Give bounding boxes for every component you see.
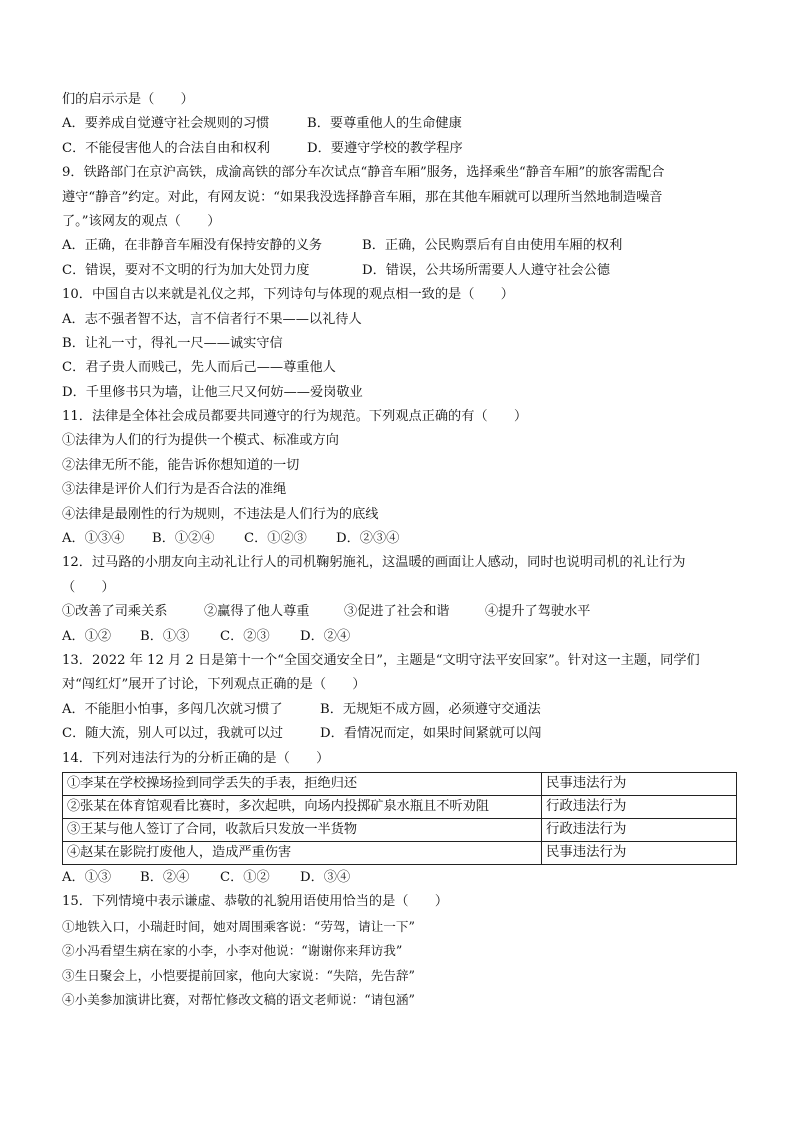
q15-item-4: ④小美参加演讲比赛，对帮忙修改文稿的语文老师说：“请包涵” [62,991,415,1007]
q14-case: ②张某在体育馆观看比赛时，多次起哄，向场内投掷矿泉水瓶且不听劝阻 [63,795,542,818]
q13-option-b: B．无规矩不成方圆，必须遵守交通法 [320,701,541,717]
q14-table [62,772,737,865]
q14-case: ③王某与他人签订了合同，收款后只发放一半货物 [63,818,542,841]
q14-type: 民事违法行为 [542,841,737,864]
q15-item-2: ②小冯看望生病在家的小李，小李对他说：“谢谢你来拜访我” [62,943,403,959]
q9-option-a: A．正确，在非静音车厢没有保持安静的义务 [62,238,323,254]
q12-item-2: ②赢得了他人尊重 [204,604,310,620]
q11-item-2: ②法律无所不能，能告诉你想知道的一切 [62,457,300,473]
q13-option-a: A．不能胆小怕事，多闯几次就习惯了 [62,701,283,717]
q14-type: 行政违法行为 [542,818,737,841]
q14-option-a: A．①③ [62,869,112,885]
q12-items [62,600,742,624]
q11-option-b: B．①②④ [152,531,215,547]
q14-stem: 14．下列对违法行为的分析正确的是（ ） [62,750,330,766]
q12-item-3: ③促进了社会和谐 [344,604,450,620]
q8-option-a: A．要养成自觉遵守社会规则的习惯 [62,116,270,132]
q12-options [62,625,742,649]
q9-stem-line: 遵守“静音”约定。对此，有网友说：“如果我没选择静音车厢，那在其他车厢就可以理所当然地制造噪音 [62,189,663,205]
q15-stem: 15．下列情境中表示谦虚、恭敬的礼貌用语使用恰当的是（ ） [62,894,449,910]
q8-stem-tail: 们的启示示是（ ） [62,92,194,107]
q14-type: 民事违法行为 [542,772,737,795]
q11-item-1: ①法律为人们的行为提供一个模式、标准或方向 [62,433,339,449]
q9-stem-line: 了。”该网友的观点（ ） [62,213,221,229]
q15-item-3: ③生日聚会上，小恺要提前回家，他向大家说：“失陪，先告辞” [62,967,415,983]
q13-option-d: D．看情况而定，如果时间紧就可以闯 [320,726,542,742]
q11-item-4: ④法律是最刚性的行为规则，不违法是人们行为的底线 [62,506,379,522]
q11-stem: 11．法律是全体社会成员都要共同遵守的行为规范。下列观点正确的有（ ） [62,409,528,425]
q12-option-c: C．②③ [220,628,270,644]
table-row [63,795,737,818]
q8-option-c: C．不能侵害他人的合法自由和权利 [62,140,270,156]
q14-case: ①李某在学校操场捡到同学丢失的手表，拒绝归还 [63,772,542,795]
q8-options-row1 [62,112,742,136]
table-row [63,818,737,841]
q13-option-c: C．随大流，别人可以过，我就可以过 [62,726,284,742]
q11-item-3: ③法律是评价人们行为是否合法的准绳 [62,482,287,498]
q8-options-row2 [62,137,742,161]
q10-option-d: D．千里修书只为墙，让他三尺又何妨——爱岗敬业 [62,384,363,400]
table-row [63,772,737,795]
q9-option-d: D．错误，公共场所需要人人遵守社会公德 [362,262,610,278]
table-row [63,841,737,864]
q14-option-d: D．③④ [300,869,351,885]
q9-options-row1 [62,234,742,258]
q10-option-a: A．志不强者智不达，言不信者行不果——以礼待人 [62,311,362,327]
q10-stem: 10．中国自古以来就是礼仪之邦，下列诗句与体现的观点相一致的是（ ） [62,287,514,303]
q13-options-row2 [62,722,742,746]
q12-stem: 12．过马路的小朋友向主动礼让行人的司机鞠躬施礼，这温暖的画面让人感动，同时也说明司机的礼让行为 [62,555,686,571]
q12-answer-paren: （ ） [62,579,115,595]
q15-item-1: ①地铁入口，小瑞赶时间，她对周围乘客说：“劳驾，请让一下” [62,918,415,934]
q12-item-1: ①改善了司乘关系 [62,604,168,620]
q14-option-c: C．①② [220,869,270,885]
q9-option-b: B．正确，公民购票后有自由使用车厢的权利 [362,238,623,254]
q12-option-a: A．①② [62,628,112,644]
q12-option-d: D．②④ [300,628,351,644]
q12-option-b: B．①③ [140,628,190,644]
q9-option-c: C．错误，要对不文明的行为加大处罚力度 [62,262,310,278]
q11-option-d: D．②③④ [336,531,400,547]
q13-stem-line: 对“闯红灯”展开了讨论，下列观点正确的是（ ） [62,677,366,693]
q14-type: 行政违法行为 [542,795,737,818]
q12-item-4: ④提升了驾驶水平 [485,604,591,620]
exam-page [62,88,742,1012]
q9-stem-line: 9．铁路部门在京沪高铁，成渝高铁的部分车次试点“静音车厢”服务，选择乘坐“静音车厢”的旅客需配合 [62,165,665,181]
q11-option-a: A．①③④ [62,531,125,547]
q8-option-b: B．要尊重他人的生命健康 [307,116,462,132]
q11-option-c: C．①②③ [244,531,307,547]
q10-option-b: B．让礼一寸，得礼一尺——诚实守信 [62,335,283,351]
q14-options [62,866,742,890]
q8-option-d: D．要遵守学校的教学程序 [307,140,463,156]
q10-option-c: C．君子贵人而贱己，先人而后己——尊重他人 [62,360,336,376]
q9-options-row2 [62,259,742,283]
q13-stem-line: 13．2022 年 12 月 2 日是第十一个“全国交通安全日”，主题是“文明守法平安回家”。针对这一主题，同学们 [62,652,700,668]
q11-options [62,527,742,551]
q14-option-b: B．②④ [140,869,190,885]
q14-case: ④赵某在影院打废他人，造成严重伤害 [63,841,542,864]
q13-options-row1 [62,698,742,722]
